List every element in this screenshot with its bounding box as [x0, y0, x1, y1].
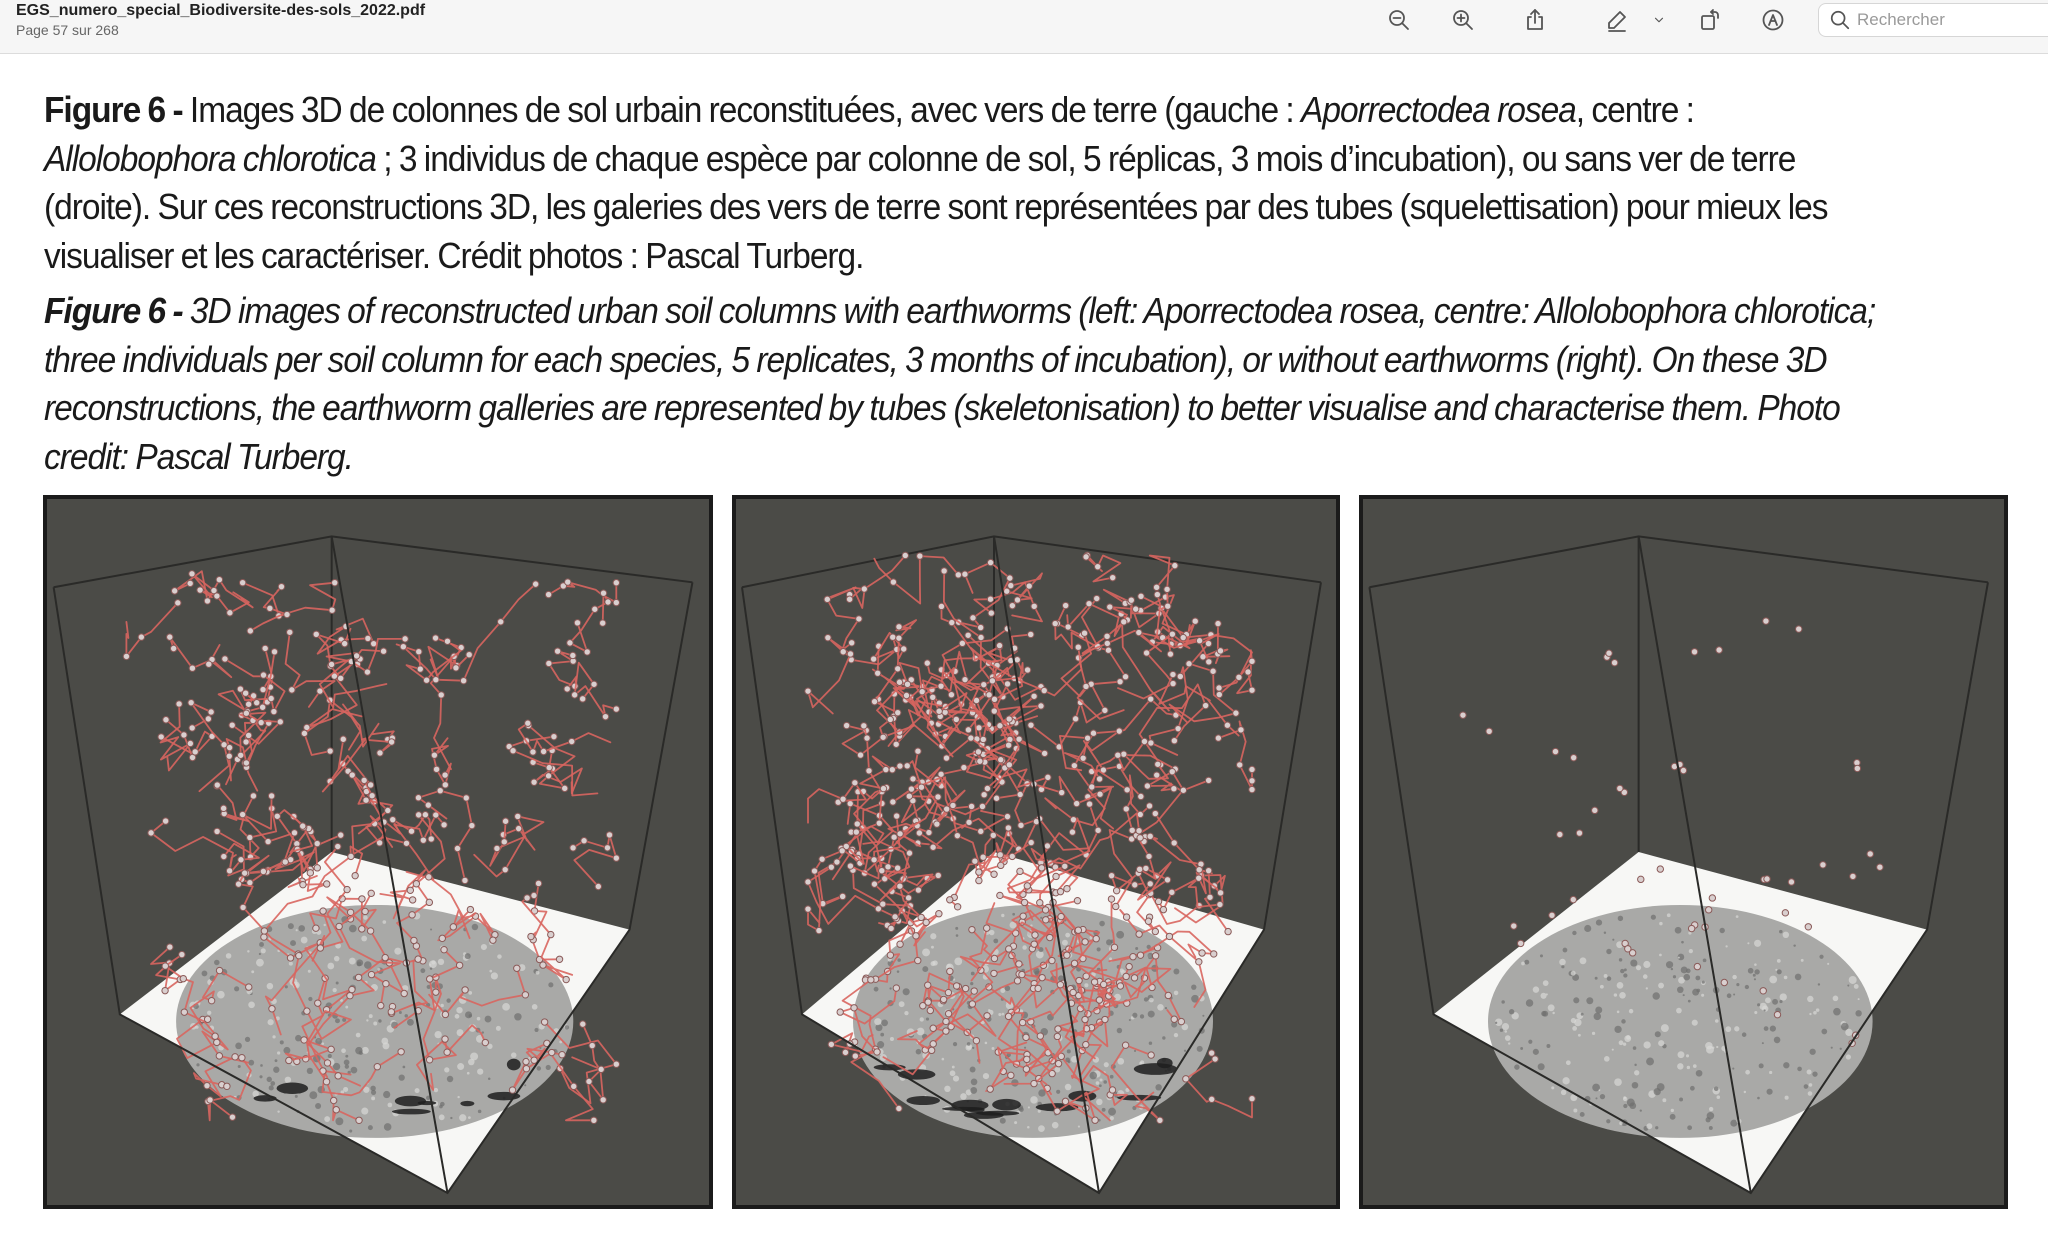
- rotate-icon: [1698, 8, 1722, 32]
- caption-fr-part-2: , centre :: [1575, 89, 1694, 130]
- search-field[interactable]: [1818, 3, 2048, 37]
- figure-label-fr: Figure 6 -: [44, 89, 190, 130]
- page-indicator: Page 57 sur 268: [16, 22, 119, 38]
- share-button[interactable]: [1517, 4, 1553, 36]
- markup-button[interactable]: [1599, 4, 1635, 36]
- annotate-button[interactable]: [1755, 4, 1791, 36]
- chevron-down-icon: [1652, 13, 1666, 27]
- figure-caption-english: [44, 287, 1876, 481]
- zoom-in-button[interactable]: [1445, 4, 1481, 36]
- markup-menu-button[interactable]: [1647, 4, 1671, 36]
- zoom-out-button[interactable]: [1381, 4, 1417, 36]
- figure-label-en: Figure 6 -: [44, 290, 190, 331]
- soil-column-3d-render: [1363, 499, 2004, 1205]
- soil-column-3d-render: [736, 499, 1336, 1205]
- search-input[interactable]: [1857, 10, 2037, 30]
- species-name-1: Aporrectodea rosea: [1301, 89, 1576, 130]
- document-title: EGS_numero_special_Biodiversite-des-sols_2022.pdf: [16, 2, 426, 19]
- search-icon: [1829, 9, 1851, 31]
- zoom-in-icon: [1451, 8, 1475, 32]
- soil-column-3d-render: [47, 499, 709, 1205]
- soil-column-panel-right: [1359, 495, 2008, 1209]
- pdf-viewer-toolbar: [0, 0, 2048, 54]
- caption-fr-part-3: ; 3 individus de chaque espèce par colonne de sol, 5 réplicas, 3 mois d’incubation), ou sans ver de terre (droite). Sur ces reconstructions 3D, les galeries des vers de terre sont représentées par des tubes (squelettisation) pour mieux les visualiser et les caractériser. Crédit photos : Pascal Turberg.: [44, 137, 1828, 276]
- caption-en-text: 3D images of reconstructed urban soil columns with earthworms (left: Aporrectodea rosea, centre: Allolobophora chlorotica; three individuals per soil column for each species, 5 replicates, 3 months of incubation), or without earthworms (right). On these 3D reconstructions, the earthworm galleries are represented by tubes (skeletonisation) to better visualise and characterise them. Photo credit: Pascal Turberg.: [44, 290, 1876, 477]
- soil-column-panel-center: [732, 495, 1340, 1209]
- caption-fr-part-1: Images 3D de colonnes de sol urbain reconstituées, avec vers de terre (gauche :: [189, 89, 1302, 130]
- markup-pen-icon: [1605, 8, 1629, 32]
- soil-column-panel-left: [43, 495, 713, 1209]
- annotate-circle-icon: [1761, 8, 1785, 32]
- rotate-button[interactable]: [1692, 4, 1728, 36]
- figure-caption-french: [44, 86, 1876, 280]
- zoom-out-icon: [1387, 8, 1411, 32]
- share-icon: [1523, 8, 1547, 32]
- species-name-2: Allolobophora chlorotica: [44, 137, 376, 179]
